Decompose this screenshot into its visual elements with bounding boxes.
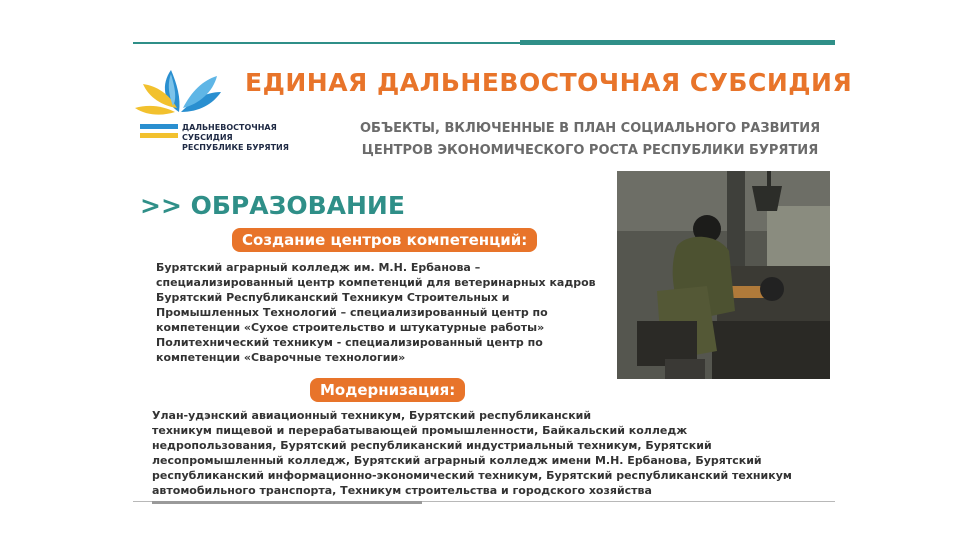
subtitle-line: ЦЕНТРОВ ЭКОНОМИЧЕСКОГО РОСТА РЕСПУБЛИКИ БУРЯТИЯ bbox=[361, 143, 819, 158]
text-line: компетенции «Сухое строительство и штукатурные работы» bbox=[156, 321, 545, 334]
section-title: >> ОБРАЗОВАНИЕ bbox=[140, 191, 405, 220]
text-line: специализированный центр компетенций для ветеринарных кадров bbox=[156, 276, 596, 289]
text-line: автомобильного транспорта, Техникум строительства и городского хозяйства bbox=[152, 484, 652, 497]
text-line: Бурятский Республиканский Техникум Строительных и bbox=[156, 291, 510, 304]
competence-text bbox=[156, 260, 606, 365]
text-line: техникум пищевой и перерабатывающей промышленности, Байкальский колледж bbox=[152, 424, 688, 437]
text-line: Бурятский аграрный колледж им. М.Н. Ербанова – bbox=[156, 261, 481, 274]
text-line: недропользования, Бурятский республиканский индустриальный техникум, Бурятский bbox=[152, 439, 712, 452]
text-line: Улан-удэнский авиационный техникум, Бурятский республиканский bbox=[152, 409, 592, 422]
lotus-logo-icon bbox=[133, 62, 225, 120]
modernization-label: Модернизация: bbox=[310, 378, 465, 402]
competence-label: Создание центров компетенций: bbox=[232, 228, 537, 252]
text-line: республиканский информационно-экономический техникум, Бурятский республиканский техникум bbox=[152, 469, 792, 482]
text-line: Политехнический техникум - специализированный центр по bbox=[156, 336, 543, 349]
welding-workshop-photo bbox=[617, 171, 830, 379]
logo-caption bbox=[182, 123, 289, 153]
buryatia-flag-icon bbox=[140, 124, 178, 138]
subtitle-line: ОБЪЕКТЫ, ВКЛЮЧЕННЫЕ В ПЛАН СОЦИАЛЬНОГО РАЗВИТИЯ bbox=[360, 121, 821, 136]
text-line: компетенции «Сварочные технологии» bbox=[156, 351, 406, 364]
logo-line: ДАЛЬНЕВОСТОЧНАЯ bbox=[182, 123, 277, 132]
page-subtitle bbox=[360, 118, 820, 162]
page-title: ЕДИНАЯ ДАЛЬНЕВОСТОЧНАЯ СУБСИДИЯ bbox=[245, 68, 853, 97]
modernization-text bbox=[152, 408, 822, 498]
top-divider-accent bbox=[520, 40, 835, 45]
logo-line: СУБСИДИЯ bbox=[182, 133, 233, 142]
text-line: лесопромышленный колледж, Бурятский аграрный колледж имени М.Н. Ербанова, Бурятский bbox=[152, 454, 762, 467]
logo-line: РЕСПУБЛИКЕ БУРЯТИЯ bbox=[182, 143, 289, 152]
bottom-divider-accent bbox=[152, 501, 422, 504]
text-line: Промышленных Технологий – специализированный центр по bbox=[156, 306, 548, 319]
